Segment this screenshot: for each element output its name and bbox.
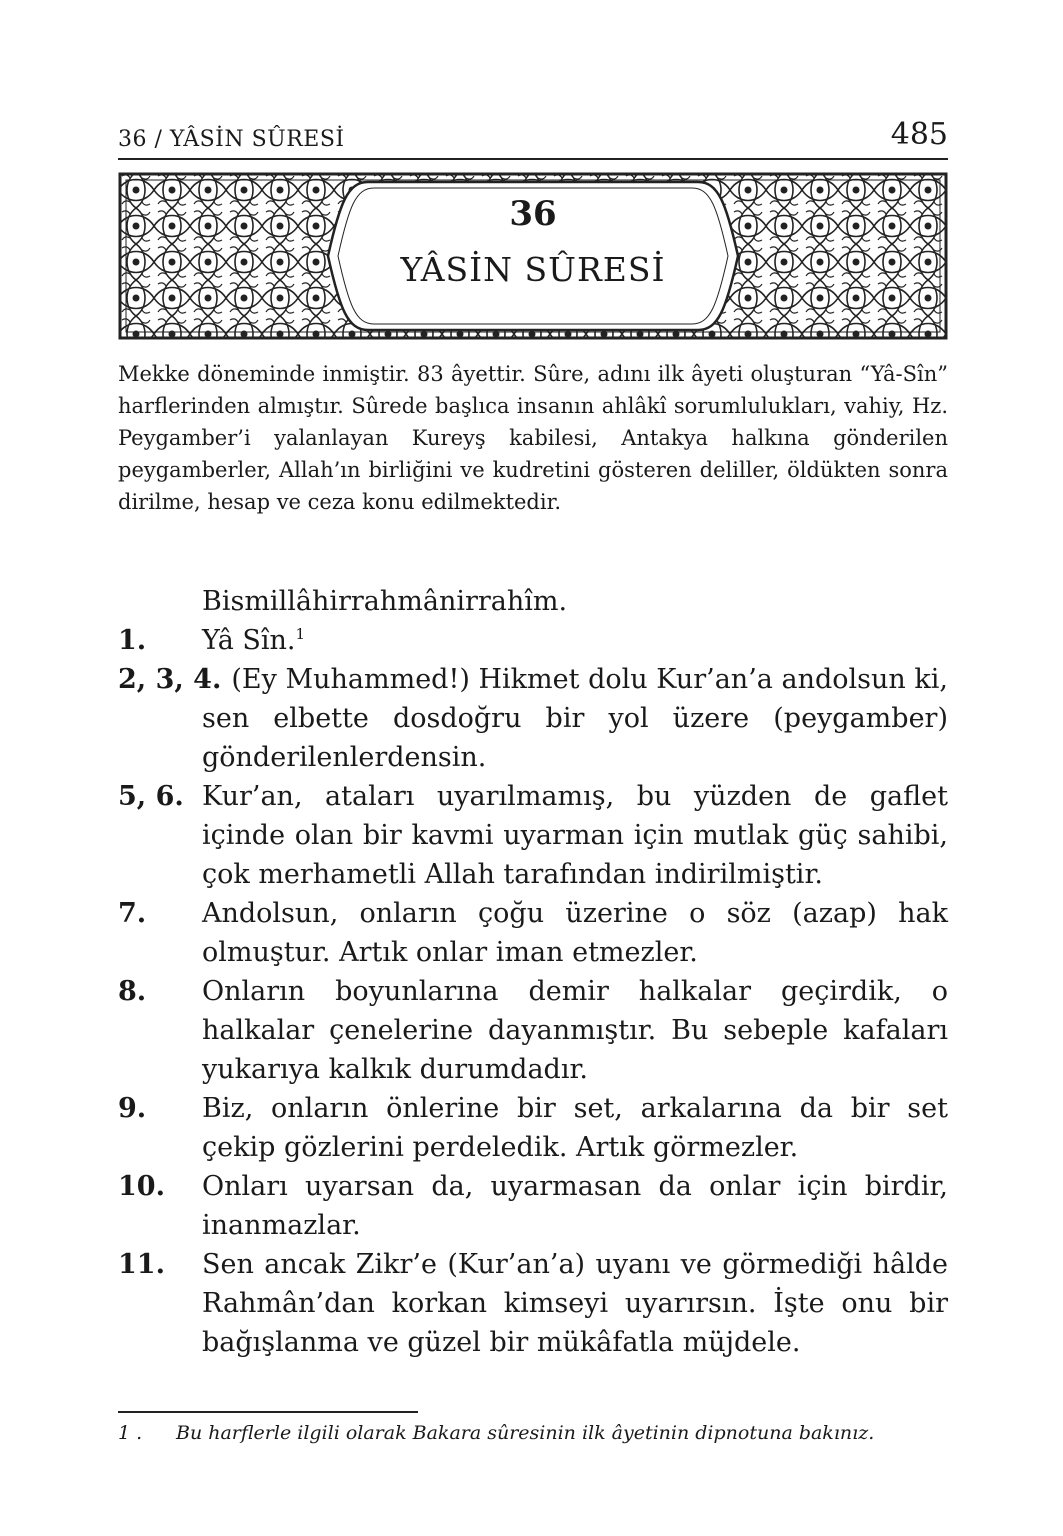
surah-title: YÂSİN SÛRESİ [400,250,666,289]
verse-number: 1. [118,625,147,656]
verse-number: 8. [118,976,147,1007]
verse-text: Sen ancak Zikr’e (Kur’an’a) uyanı ve görmediği hâlde Rahmân’dan korkan kimseyi uyarırsın. İşte onu bir bağışlanma ve güzel bir mükâfatla müjdele. [202,1249,948,1358]
footnote-text: Bu harflerle ilgili olarak Bakara sûresinin ilk âyetinin dipnotuna bakınız. [176,1422,875,1444]
verse-2-3-4 [118,660,948,777]
running-title: 36 / YÂSİN SÛRESİ [118,127,345,152]
surah-number: 36 [509,194,557,234]
verse-text: Yâ Sîn. [202,625,296,656]
verse-5-6 [118,777,948,894]
verse-text: Biz, onların önlerine bir set, arkalarına da bir set çekip gözlerini perdeledik. Artık görmezler. [202,1093,948,1163]
verse-number: 2, 3, 4. [118,664,222,695]
verse-number: 9. [118,1093,147,1124]
verse-text: Onları uyarsan da, uyarmasan da onlar için birdir, inanmazlar. [202,1171,948,1241]
verse-text: (Ey Muhammed!) Hikmet dolu Kur’an’a andolsun ki, sen elbette dosdoğru bir yol üzere (peygamber) gönderilenlerdensin. [202,664,948,773]
surah-banner [118,172,948,340]
surah-introduction: Mekke döneminde inmiştir. 83 âyettir. Sûre, adını ilk âyeti oluşturan “Yâ-Sîn” harflerinden almıştır. Sûrede başlıca insanın ahlâkî sorumlulukları, vahiy, Hz. Peygamber’i yalanlayan Kureyş kabilesi, Antakya halkına gönderilen peygamberler, Allah’ın birliğini ve kudretini gösteren deliller, öldükten sonra dirilme, hesap ve ceza konu edilmektedir. [118,362,948,514]
verse-number: 7. [118,898,147,929]
running-header [118,118,948,160]
verse-text: Onların boyunlarına demir halkalar geçirdik, o halkalar çenelerine dayanmıştır. Bu sebeple kafaları yukarıya kalkık durumdadır. [202,976,948,1085]
verse-7 [118,894,948,972]
verse-8 [118,972,948,1089]
footnote-divider [118,1411,418,1413]
basmala: Bismillâhirrahmânirrahîm. [202,586,568,617]
verse-number: 10. [118,1171,165,1202]
verse-1 [118,621,948,660]
footnote [118,1422,948,1444]
verse-number: 11. [118,1249,165,1280]
page-number: 485 [890,117,948,152]
verse-text: Andolsun, onların çoğu üzerine o söz (azap) hak olmuştur. Artık onlar iman etmezler. [202,898,948,968]
verse-9 [118,1089,948,1167]
verse-list [118,582,948,1362]
footnote-reference: 1 [295,625,306,643]
verse-11 [118,1245,948,1362]
footnote-mark: 1 . [118,1422,143,1444]
verse-text: Kur’an, ataları uyarılmamış, bu yüzden de gaflet içinde olan bir kavmi uyarman için mutlak güç sahibi, çok merhametli Allah tarafından indirilmiştir. [202,781,948,890]
verse-10 [118,1167,948,1245]
verse-number: 5, 6. [118,781,184,812]
